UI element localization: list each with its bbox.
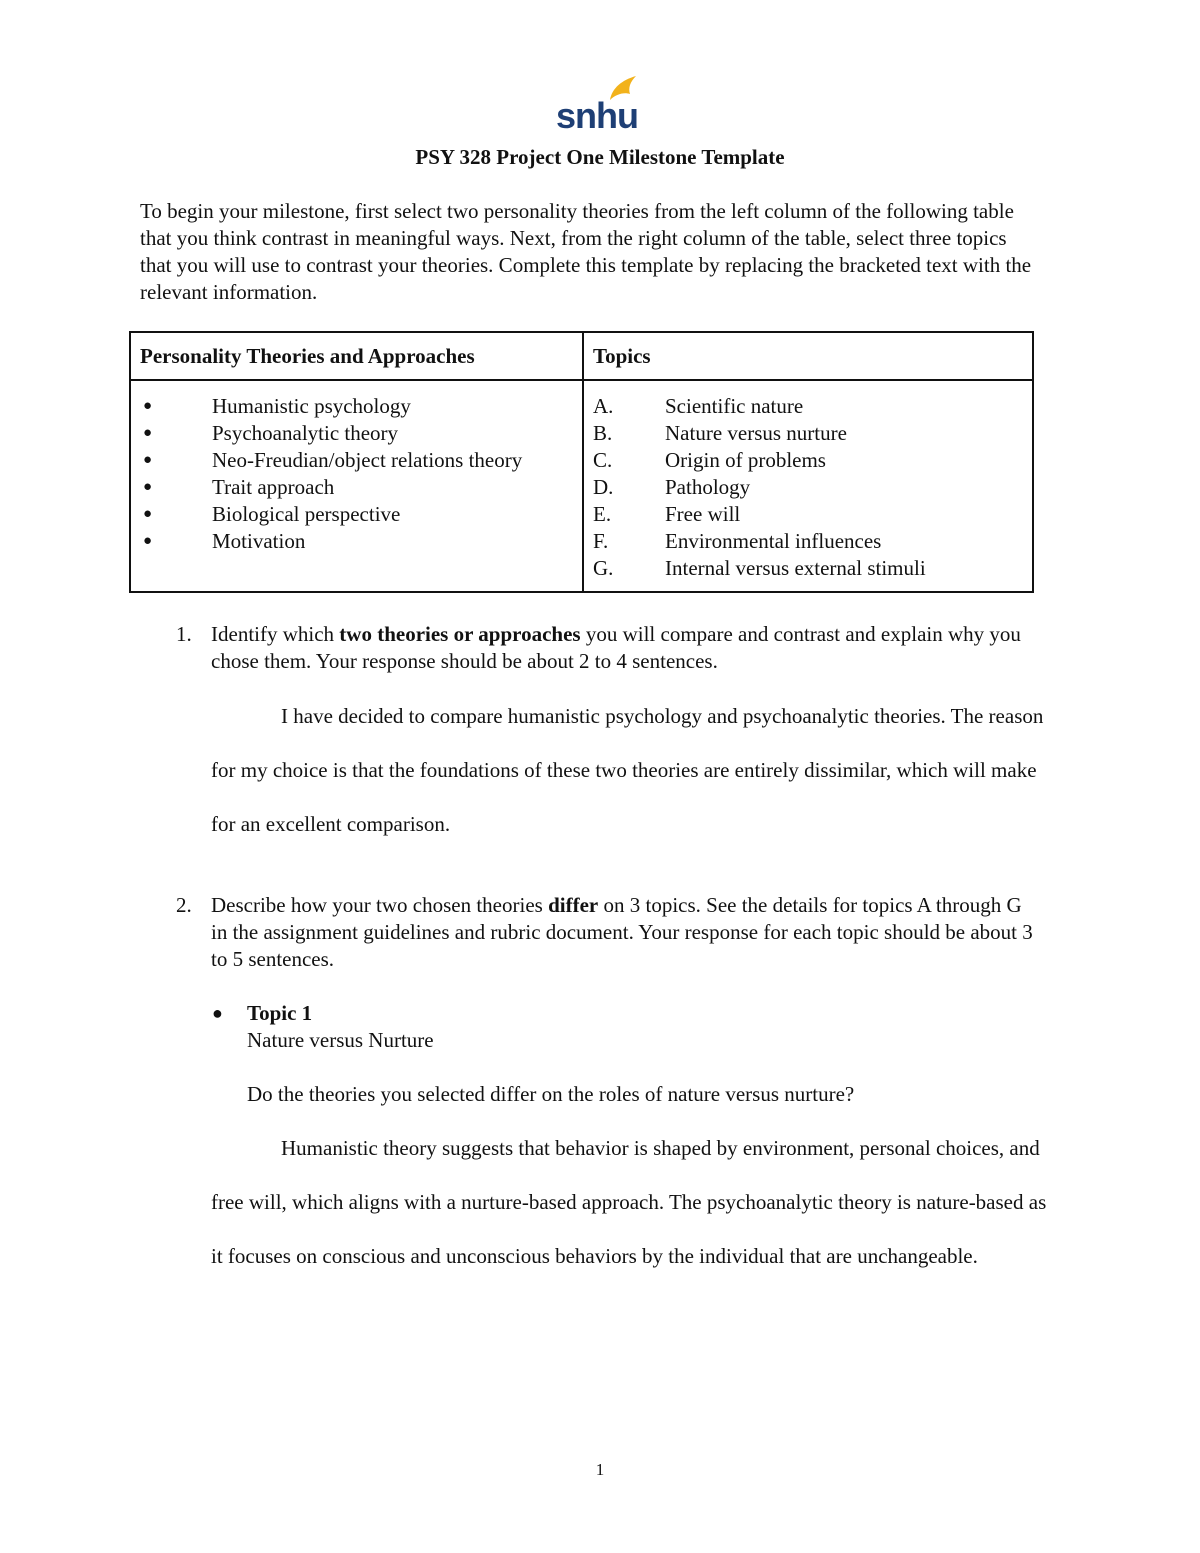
topic-1-answer: Humanistic theory suggests that behavior is shaped by environment, personal choices, and free will, which aligns with a nurture-based approach. The psychoanalytic theory is nature-based as it focuses on conscious and unconscious behaviors by the individual that are unchangeable. (211, 1136, 1047, 1268)
topics-cell (583, 380, 1033, 592)
logo-wordmark: snhu (556, 95, 638, 134)
list-item: ● Biological perspective (140, 501, 573, 528)
bullet-icon: ● (212, 1003, 223, 1023)
list-marker: C. (593, 448, 613, 472)
list-marker: B. (593, 421, 613, 445)
bullet-icon: ● (143, 479, 153, 495)
bullet-icon: ● (143, 506, 153, 522)
list-marker: E. (593, 502, 612, 526)
list-item: ● Trait approach (140, 474, 573, 501)
page-number: 1 (595, 1460, 605, 1479)
list-marker: F. (593, 529, 609, 553)
theories-topics-table (129, 331, 1034, 593)
question-1-text: Identify which two theories or approaches you will compare and contrast and explain why you chose them. Your response should be about 2 to 4 sentences. (211, 622, 1021, 673)
question-number: 2. (176, 893, 192, 917)
topic-1-question: Do the theories you selected differ on the roles of nature versus nurture? (247, 1082, 855, 1106)
list-item: E. Free will (593, 502, 741, 526)
list-marker: A. (593, 394, 614, 418)
bullet-icon: ● (143, 425, 153, 441)
bullet-icon: ● (143, 533, 153, 549)
page-title: PSY 328 Project One Milestone Template (415, 145, 785, 169)
list-marker: D. (593, 475, 614, 499)
list-item: ● Motivation (140, 528, 573, 555)
snhu-logo (550, 72, 650, 134)
list-item: F. Environmental influences (593, 529, 882, 553)
list-item: ● Psychoanalytic theory (140, 420, 573, 447)
intro-paragraph: To begin your milestone, first select two personality theories from the left column of the following table that you think contrast in meaningful ways. Next, from the right column of the table, select three topics that you will use to contrast your theories. Complete this template by replacing the bracketed text with the relevant information. (140, 199, 1032, 304)
list-item: ● Humanistic psychology (140, 393, 573, 420)
list-item: C. Origin of problems (593, 448, 826, 472)
topics-header: Topics (583, 332, 1033, 380)
question-1-answer: I have decided to compare humanistic psychology and psychoanalytic theories. The reason for my choice is that the foundations of these two theories are entirely dissimilar, which will make for an excellent comparison. (211, 704, 1044, 836)
bullet-icon: ● (143, 452, 153, 468)
topic-1-heading: Topic 1 (247, 1001, 313, 1025)
list-item: A. Scientific nature (593, 394, 804, 418)
question-2-text: Describe how your two chosen theories differ on 3 topics. See the details for topics A through G in the assignment guidelines and rubric document. Your response for each topic should be about 3 to 5 sentences. (211, 893, 1033, 971)
snhu-logo-graphic (550, 72, 650, 134)
list-marker: G. (593, 556, 614, 580)
topic-1-subheading: Nature versus Nurture (247, 1028, 434, 1052)
list-item: ● Neo-Freudian/object relations theory (140, 447, 573, 474)
theories-cell (130, 380, 583, 592)
list-item: G. Internal versus external stimuli (593, 556, 926, 580)
list-item: B. Nature versus nurture (593, 421, 847, 445)
table-header-row (130, 332, 1033, 380)
bullet-icon: ● (143, 398, 153, 414)
theories-list (140, 393, 573, 555)
table-body-row (130, 380, 1033, 592)
question-number: 1. (176, 622, 192, 646)
list-item: D. Pathology (593, 475, 751, 499)
theories-header: Personality Theories and Approaches (130, 332, 583, 380)
topics-list (593, 393, 1023, 582)
